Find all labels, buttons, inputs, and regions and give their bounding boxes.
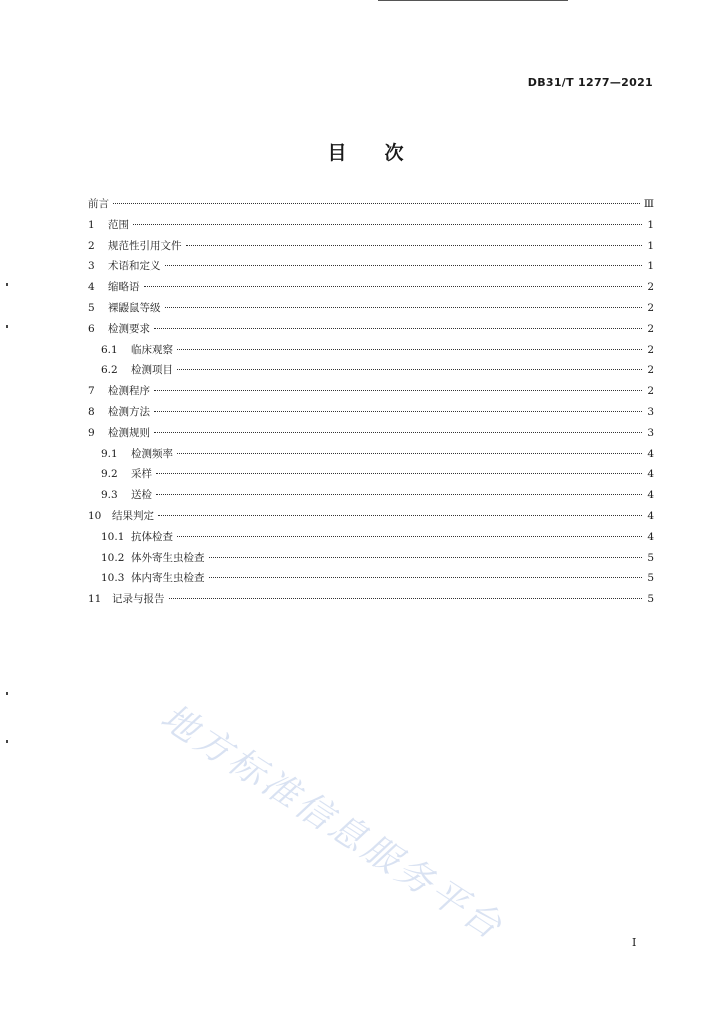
toc-entry[interactable] (88, 300, 654, 321)
toc-entry-label: 检测频率 (131, 447, 173, 460)
toc-entry-label: 检测规则 (108, 426, 150, 439)
toc-entry-number: 7 (88, 385, 95, 398)
toc-entry[interactable] (88, 362, 654, 383)
toc-entry-page: 1 (647, 239, 654, 252)
toc-entry-page: 3 (647, 426, 654, 439)
toc-entry-page: 5 (647, 572, 654, 585)
toc-entry-label: 范围 (108, 218, 129, 231)
toc-entry-page: 1 (647, 218, 654, 231)
toc-entry-page: 1 (647, 260, 654, 273)
toc-entry-number: 10 (88, 509, 102, 522)
toc-dot-leader (186, 245, 643, 246)
toc-dot-leader (177, 536, 642, 537)
toc-entry-label: 检测要求 (108, 322, 150, 335)
toc-dot-leader (113, 203, 640, 204)
toc-entry-label: 检测程序 (108, 385, 150, 398)
toc-entry-number: 5 (88, 301, 95, 314)
toc-entry-label: 记录与报告 (112, 593, 165, 606)
toc-entry-page: Ⅲ (643, 198, 654, 210)
margin-mark (6, 692, 8, 695)
toc-entry[interactable] (88, 570, 654, 591)
toc-dot-leader (177, 369, 642, 370)
toc-entry-label: 缩略语 (108, 281, 140, 294)
toc-entry[interactable] (88, 529, 654, 550)
toc-entry-label: 体外寄生虫检查 (131, 551, 205, 564)
toc-dot-leader (156, 494, 642, 495)
toc-entry[interactable] (88, 446, 654, 467)
toc-entry-number: 4 (88, 281, 95, 294)
toc-entry[interactable] (88, 591, 654, 612)
toc-entry-number: 2 (88, 239, 95, 252)
toc-dot-leader (165, 307, 643, 308)
toc-entry-page: 2 (647, 343, 654, 356)
toc-entry-page: 4 (647, 509, 654, 522)
toc-entry-label: 检测方法 (108, 405, 150, 418)
toc-entry-label: 临床观察 (131, 343, 173, 356)
toc-entry-label: 前言 (88, 198, 109, 210)
toc-entry-page: 2 (647, 385, 654, 398)
toc-entry-label: 检测项目 (131, 364, 173, 377)
toc-dot-leader (209, 557, 643, 558)
toc-entry-page: 4 (647, 489, 654, 502)
toc-dot-leader (133, 224, 642, 225)
toc-entry[interactable] (88, 342, 654, 363)
toc-dot-leader (177, 453, 642, 454)
toc-entry-label: 术语和定义 (108, 260, 161, 273)
toc-entry[interactable] (88, 196, 654, 217)
toc-entry-page: 2 (647, 301, 654, 314)
toc-entry[interactable] (88, 321, 654, 342)
watermark: 地方标准信息服务平台 (153, 696, 512, 949)
toc-entry-number: 10.3 (101, 572, 125, 585)
toc-dot-leader (156, 473, 642, 474)
toc-entry-label: 抗体检查 (131, 530, 173, 543)
margin-mark (6, 325, 8, 328)
document-code: DB31/T 1277—2021 (527, 76, 653, 89)
toc-entry-page: 5 (647, 593, 654, 606)
toc-entry[interactable] (88, 258, 654, 279)
toc-entry-number: 9.3 (101, 489, 118, 502)
toc-entry[interactable] (88, 279, 654, 300)
toc-entry-label: 采样 (131, 468, 152, 481)
margin-mark (6, 740, 8, 743)
toc-entry-number: 10.1 (101, 530, 125, 543)
toc-dot-leader (169, 598, 643, 599)
toc-entry-page: 4 (647, 447, 654, 460)
toc-entry-number: 9.1 (101, 447, 118, 460)
toc-entry-number: 9 (88, 426, 95, 439)
toc-entry-page: 3 (647, 405, 654, 418)
toc-dot-leader (209, 577, 643, 578)
toc-entry[interactable] (88, 466, 654, 487)
toc-entry-number: 1 (88, 218, 95, 231)
toc-entry-page: 4 (647, 468, 654, 481)
toc-entry-number: 9.2 (101, 468, 118, 481)
toc-entry[interactable] (88, 404, 654, 425)
toc-entry-number: 8 (88, 405, 95, 418)
toc-dot-leader (154, 411, 642, 412)
toc-dot-leader (144, 286, 643, 287)
toc-entry[interactable] (88, 550, 654, 571)
toc-entry[interactable] (88, 487, 654, 508)
toc-entry[interactable] (88, 425, 654, 446)
toc-entry-label: 结果判定 (112, 509, 154, 522)
toc-entry-page: 4 (647, 530, 654, 543)
toc-entry-label: 裸鼹鼠等级 (108, 301, 161, 314)
top-edge-lines (378, 0, 568, 4)
toc-dot-leader (177, 349, 642, 350)
toc-entry-label: 送检 (131, 489, 152, 502)
toc-entry-number: 6.2 (101, 364, 118, 377)
toc-entry-page: 2 (647, 322, 654, 335)
toc-entry[interactable] (88, 217, 654, 238)
toc-entry-label: 规范性引用文件 (108, 239, 182, 252)
toc-entry[interactable] (88, 383, 654, 404)
toc-entry-number: 6 (88, 322, 95, 335)
toc-entry[interactable] (88, 508, 654, 529)
toc-dot-leader (154, 390, 642, 391)
toc-dot-leader (154, 432, 642, 433)
toc-entry-number: 10.2 (101, 551, 125, 564)
toc-entry-label: 体内寄生虫检查 (131, 572, 205, 585)
toc-list (88, 196, 654, 612)
toc-entry[interactable] (88, 238, 654, 259)
toc-entry-page: 5 (647, 551, 654, 564)
toc-dot-leader (154, 328, 642, 329)
toc-title: 目次 (327, 142, 442, 164)
toc-dot-leader (165, 265, 643, 266)
toc-entry-page: 2 (647, 281, 654, 294)
toc-entry-number: 3 (88, 260, 95, 273)
toc-entry-number: 6.1 (101, 343, 118, 356)
margin-mark (6, 283, 8, 286)
page-number: I (632, 936, 637, 949)
toc-dot-leader (158, 515, 642, 516)
toc-entry-page: 2 (647, 364, 654, 377)
toc-entry-number: 11 (88, 593, 102, 606)
